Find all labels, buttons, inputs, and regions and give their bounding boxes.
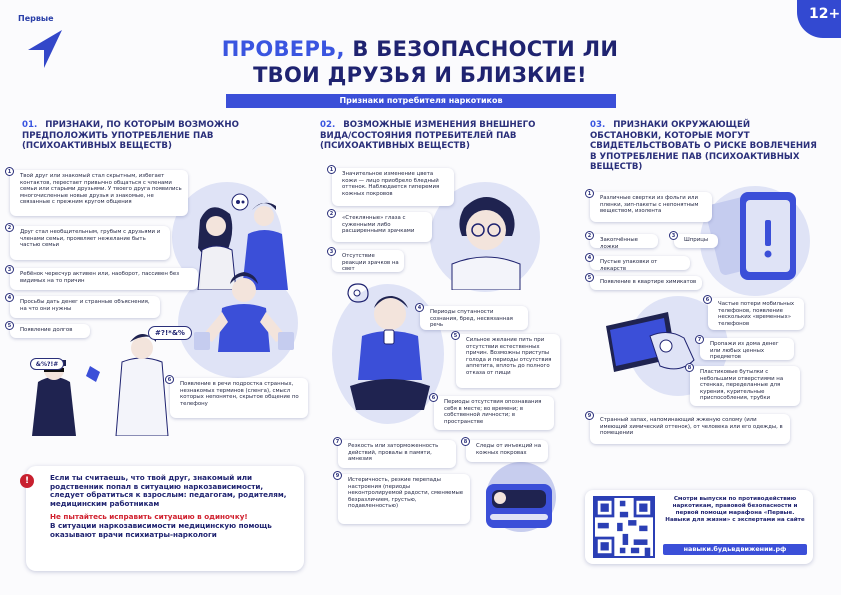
dealer-illustration (30, 326, 180, 436)
column-1-heading: 01. ПРИЗНАКИ, ПО КОТОРЫМ ВОЗМОЖНО ПРЕДПОЛОЖИТЬ УПОТРЕБЛЕНИЕ ПАВ (ПСИХОАКТИВНЫХ ВЕЩЕСТВ) (22, 120, 239, 151)
logo-text: Первые (18, 14, 54, 23)
col1-item: 6 Появление в речи подростка странных, незнакомых терминов (сленга), смысл которых непонятен, скрытое общение по телефону (170, 378, 308, 418)
column-3-heading: 03. ПРИЗНАКИ ОКРУЖАЮЩЕЙ ОБСТАНОВКИ, КОТОРЫЕ МОГУТ СВИДЕТЕЛЬСТВОВАТЬ О РИСКЕ ВОВЛЕЧЕНИЯ В УПОТРЕБЛЕНИЕ ПАВ (ПСИХОАКТИВНЫХ ВЕЩЕСТВ) (590, 120, 817, 172)
col3-item: 7 Пропажи из дома денег или любых ценных предметов (700, 338, 794, 360)
column-2-heading: 02. ВОЗМОЖНЫЕ ИЗМЕНЕНИЯ ВНЕШНЕГО ВИДА/СОСТОЯНИЯ ПОТРЕБИТЕЛЕЙ ПАВ (ПСИХОАКТИВНЫХ ВЕЩЕСТВ) (320, 120, 536, 151)
title-highlight: ПРОВЕРЬ, (221, 37, 345, 61)
col3-item: 6 Частые потери мобильных телефонов, появление нескольких «временных» телефонов (708, 298, 804, 330)
qr-promo-text: Смотри выпуски по противодействию наркотикам, правовой безопасности и первой помощи марафона «Первые. Навыки для жизни» с экспертами на сайте (665, 496, 805, 523)
col2-item: 3 Отсутствие реакции зрачков на свет (332, 250, 404, 272)
col2-item: 1 Значительное изменение цвета кожи — лицо приобрело бледный оттенок. Наблюдается гиперемия кожных покровов (332, 168, 454, 206)
col2-item: 7 Резкость или заторможенность действий, провалы в памяти, амнезия (338, 440, 456, 468)
col2-item: 9 Истеричность, резкие перепады настроения (периоды неконтролируемой радости, сменяемые безразличием, грустью, подавленностью) (338, 474, 470, 524)
help-notice-doctors: В ситуации наркозависимости медицинскую помощь оказывают врачи психиатры-наркологи (50, 520, 272, 539)
website-link[interactable]: навыки.будьвдвижении.рф (663, 544, 807, 555)
confusion-icon (344, 282, 370, 304)
col3-item: 1 Различные свертки из фольги или пленки, зип-пакеты с непонятным веществом, изолента (590, 192, 712, 222)
col3-item: 5 Появление в квартире химикатов (590, 276, 702, 290)
qr-code-icon[interactable] (593, 496, 655, 558)
title-line2: ТВОИ ДРУЗЬЯ И БЛИЗКИЕ! (253, 63, 587, 87)
shrugging-teen-illustration (188, 268, 298, 368)
warning-icon: ! (20, 474, 34, 488)
col1-item: 3 Ребёнок чересчур активен или, наоборот, пассивен без видимых на то причин (10, 268, 198, 290)
col2-item: 6 Периоды отсутствия опознавания себя в месте; во времени; в собственной личности; в пространстве (434, 396, 554, 430)
subtitle-bar: Признаки потребителя наркотиков (226, 94, 616, 108)
col2-item: 4 Периоды спутанности сознания, бред, несвязанная речь (420, 306, 528, 330)
title-line1: В БЕЗОПАСНОСТИ ЛИ (344, 37, 619, 61)
page-title (160, 36, 680, 88)
col3-item: 8 Пластиковые бутылки с небольшими отверстиями на стенках, переделанные для курения, курительные приспособления, трубки (690, 366, 800, 406)
col1-item: 4 Просьбы дать денег и странные объяснения, на что они нужны (10, 296, 160, 318)
col1-item: 5 Появление долгов (10, 324, 90, 338)
col2-item: 8 Следы от инъекций на кожных покровах (466, 440, 548, 462)
col3-item: 9 Странный запах, напоминающий жженую солому (или имеющий химический оттенок), от человека или его одежды, в помещении (590, 414, 790, 444)
help-notice (26, 466, 304, 571)
help-notice-warning: Не пытайтесь исправить ситуацию в одиночку! (50, 512, 248, 522)
slang-bubble: #?!*&% (148, 326, 192, 340)
help-notice-text: Если ты считаешь, что твой друг, знакомый или родственник попал в ситуацию наркозависимости, следует обратиться к взрослым: педагогам, родителям, медицинским работникам (50, 473, 287, 508)
col3-item: 2 Закопчённые ложки (590, 234, 658, 248)
age-badge: 12+ (797, 0, 841, 38)
col3-item: 4 Пустые упаковки от лекарств (590, 256, 690, 270)
col3-item: 3 Шприцы (674, 234, 718, 248)
qr-promo (585, 490, 813, 564)
col1-item: 1 Твой друг или знакомый стал скрытным, избегает контактов, перестает привычно общаться с членами семьи или старыми друзьями. У твоего друга появились многочисленные новые друзья и знакомые, не связанные с прежним кругом общения (10, 170, 188, 216)
col2-item: 2 «Стеклянные» глаза с суженными либо расширенными зрачками (332, 212, 432, 242)
col2-item: 5 Сильное желание пить при отсутствии естественных причин. Возможны приступы голода и периоды отсутствия аппетита, вплоть до полного отказа от пищи (456, 334, 560, 388)
slang-bubble-small: &%?!# (30, 358, 64, 370)
sleeping-person-illustration (480, 464, 558, 536)
col1-item: 2 Друг стал необщительным, грубым с друзьями и членами семьи, проявляет нежелание быть частью семьи (10, 226, 170, 260)
